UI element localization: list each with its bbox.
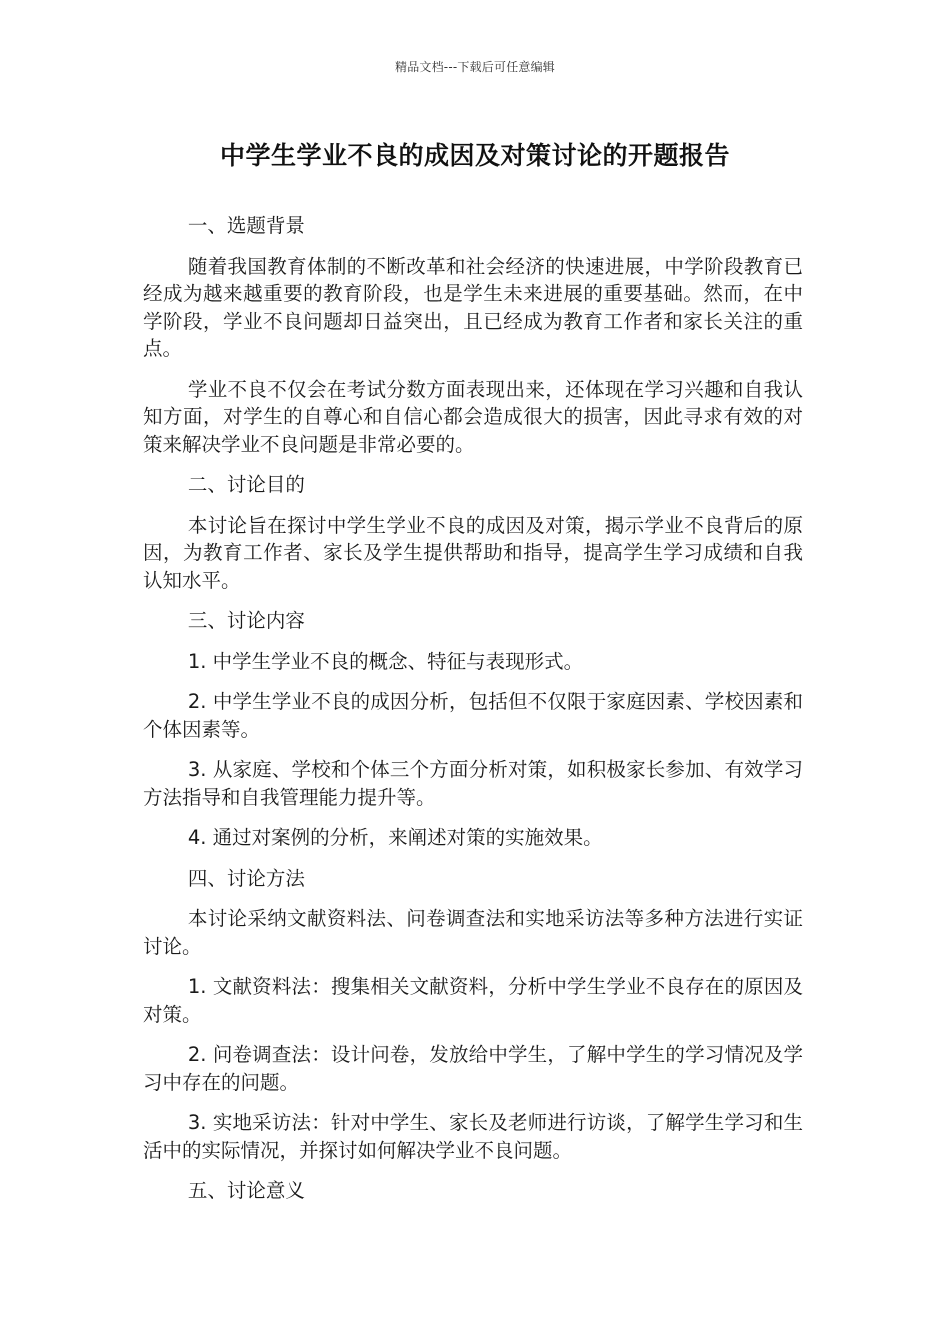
paragraph-background-1: 随着我国教育体制的不断改革和社会经济的快速进展，中学阶段教育已经成为越来越重要的教育阶段，也是学生未来进展的重要基础。然而，在中学阶段，学业不良问题却日益突出，且已经成为教育工作者和家长关注的重点。 — [143, 254, 803, 360]
paragraph-background-2: 学业不良不仅会在考试分数方面表现出来，还体现在学习兴趣和自我认知方面，对学生的自尊心和自信心都会造成很大的损害，因此寻求有效的对策来解决学业不良问题是非常必要的。 — [143, 377, 803, 456]
document-title: 中学生学业不良的成因及对策讨论的开题报告 — [219, 141, 730, 170]
paragraph-purpose: 本讨论旨在探讨中学生学业不良的成因及对策，揭示学业不良背后的原因，为教育工作者、家长及学生提供帮助和指导，提高学生学习成绩和自我认知水平。 — [143, 513, 803, 592]
list-item-method-2: 2. 问卷调查法：设计问卷，发放给中学生，了解中学生的学习情况及学习中存在的问题。 — [143, 1043, 803, 1094]
section-heading-method: 四、讨论方法 — [187, 866, 305, 890]
section-heading-purpose: 二、讨论目的 — [187, 473, 305, 496]
paragraph-method: 本讨论采纳文献资料法、问卷调查法和实地采访法等多种方法进行实证讨论。 — [143, 907, 803, 958]
header-note: 精品文档---下载后可任意编辑 — [395, 60, 555, 74]
list-item-method-1: 1. 文献资料法：搜集相关文献资料，分析中学生学业不良存在的原因及对策。 — [143, 975, 803, 1026]
section-heading-content: 三、讨论内容 — [187, 609, 305, 632]
list-item-content-4: 4. 通过对案例的分析，来阐述对策的实施效果。 — [187, 826, 603, 849]
section-heading-significance: 五、讨论意义 — [187, 1179, 305, 1202]
document-body — [143, 212, 803, 1218]
list-item-content-3: 3. 从家庭、学校和个体三个方面分析对策，如积极家长参加、有效学习方法指导和自我管理能力提升等。 — [143, 758, 803, 809]
section-heading-background: 一、选题背景 — [187, 214, 305, 237]
list-item-content-2: 2. 中学生学业不良的成因分析，包括但不仅限于家庭因素、学校因素和个体因素等。 — [143, 690, 803, 741]
list-item-method-3: 3. 实地采访法：针对中学生、家长及老师进行访谈，了解学生学习和生活中的实际情况，并探讨如何解决学业不良问题。 — [143, 1111, 803, 1162]
list-item-content-1: 1. 中学生学业不良的概念、特征与表现形式。 — [187, 649, 584, 673]
